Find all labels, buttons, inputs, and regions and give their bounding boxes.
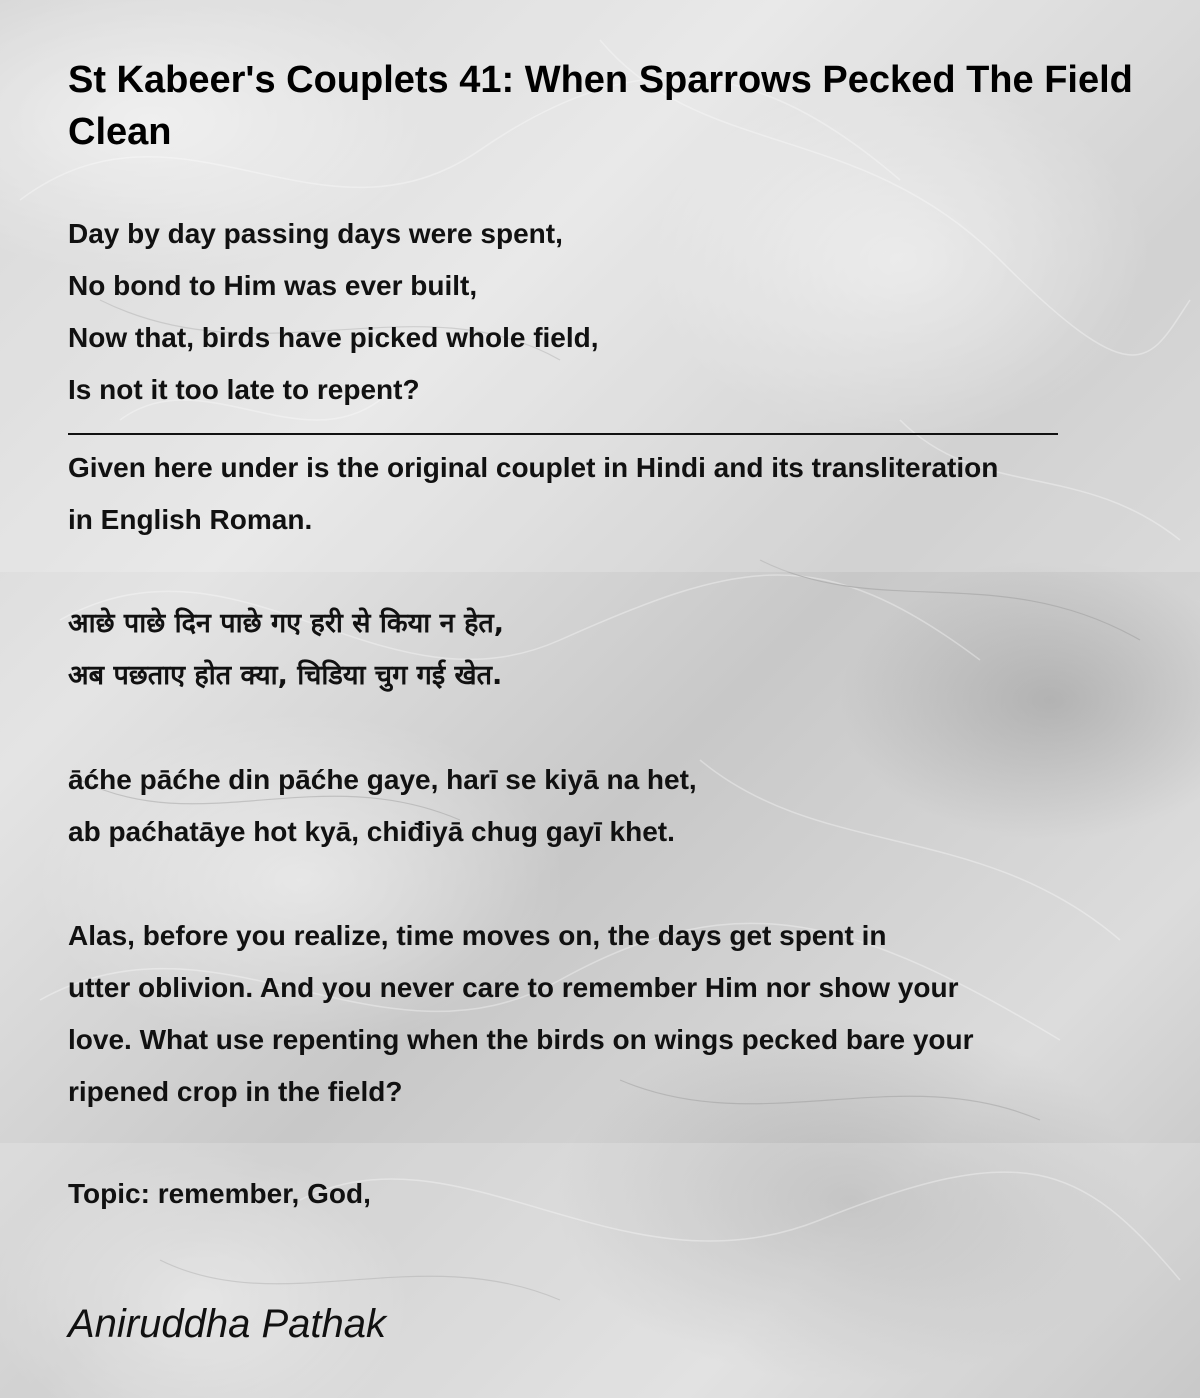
topic-line: Topic: remember, God,	[68, 1178, 371, 1209]
intro-text	[68, 442, 1158, 546]
translit-line: ab paćhatāye hot kyā, chiđiyā chug gayī khet.	[68, 816, 675, 847]
stanza-line: No bond to Him was ever built,	[68, 270, 478, 301]
intro-line: Given here under is the original couplet in Hindi and its transliteration	[68, 452, 999, 483]
intro-line: in English Roman.	[68, 504, 313, 535]
author-name: Aniruddha Pathak	[68, 1302, 387, 1346]
hindi-line: आछे पाछे दिन पाछे गए हरी से किया न हेत,	[68, 608, 505, 639]
explanation-line: utter oblivion. And you never care to remember Him nor show your	[68, 972, 959, 1003]
transliteration	[68, 754, 1158, 858]
stanza-line: Now that, birds have picked whole field,	[68, 322, 599, 353]
explanation-line: love. What use repenting when the birds on wings pecked bare your	[68, 1024, 974, 1055]
poem-stanza	[68, 208, 1158, 416]
hindi-line: अब पछताए होत क्या, चिडिया चुग गई खेत.	[68, 660, 503, 691]
explanation-line: ripened crop in the field?	[68, 1076, 403, 1107]
translit-line: āćhe pāćhe din pāćhe gaye, harī se kiyā na het,	[68, 764, 697, 795]
separator-line	[68, 433, 1058, 435]
hindi-couplet	[68, 598, 1158, 702]
explanation-line: Alas, before you realize, time moves on, the days get spent in	[68, 920, 887, 951]
poem-content	[68, 54, 1158, 1220]
stanza-line: Day by day passing days were spent,	[68, 218, 563, 249]
poem-title: St Kabeer's Couplets 41: When Sparrows Pecked The Field Clean	[68, 59, 1133, 153]
explanation	[68, 910, 1158, 1118]
stanza-line: Is not it too late to repent?	[68, 374, 420, 405]
